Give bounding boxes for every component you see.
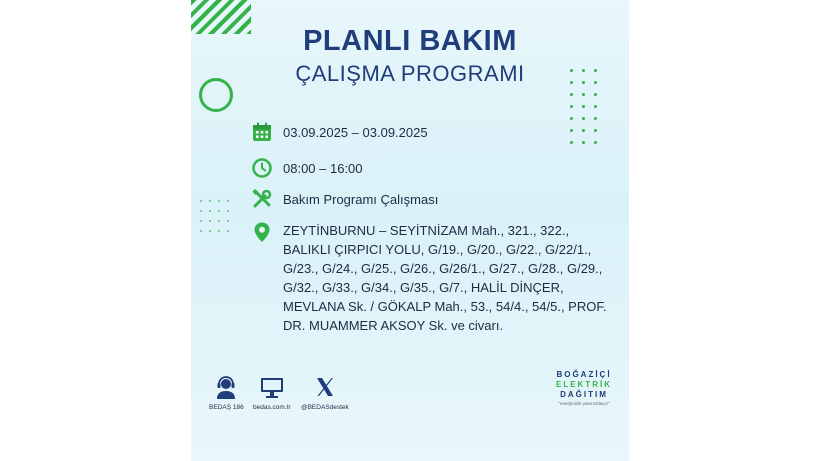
footer-x-label: @BEDASdestek <box>301 404 349 411</box>
footer-web[interactable] <box>253 374 291 411</box>
tools-icon <box>251 188 273 210</box>
x-logo-icon <box>312 374 338 400</box>
time-row <box>251 157 363 179</box>
calendar-icon <box>251 121 273 143</box>
logo-line-3: DAĞITIM <box>560 390 608 399</box>
time-range: 08:00 – 16:00 <box>283 161 363 176</box>
clock-icon <box>251 157 273 179</box>
location-address: ZEYTİNBURNU – SEYİTNİZAM Mah., 321., 322., BALIKLI ÇIRPICI YOLU, G/19., G/20., G/22., G/22/1., G/23., G/24., G/25., G/26., G/26/1., G/27., G/28., G/29., G/32., G/33., G/34., G/35., G/7., HALİL DİNÇER, MEVLANA Sk. / GÖKALP Mah., 53., 54/4., 54/5., PROF. DR. MUAMMER AKSOY Sk. ve civarı. <box>283 223 607 333</box>
monitor-icon <box>259 374 285 400</box>
date-row <box>251 121 428 143</box>
page-subtitle: ÇALIŞMA PROGRAMI <box>295 61 525 86</box>
maintenance-card <box>191 0 629 461</box>
work-description: Bakım Programı Çalışması <box>283 192 439 207</box>
logo-line-2: ELEKTRİK <box>556 380 612 389</box>
page-title: PLANLI BAKIM <box>303 25 517 57</box>
footer-phone[interactable] <box>209 374 244 411</box>
date-range: 03.09.2025 – 03.09.2025 <box>283 125 428 140</box>
logo-tagline: "enerjimizle yanınızdayız" <box>558 401 610 406</box>
footer-x[interactable] <box>301 374 349 411</box>
footer-web-label: bedas.com.tr <box>253 404 291 411</box>
support-agent-icon <box>213 374 239 400</box>
logo-line-1: BOĞAZİÇİ <box>556 370 612 379</box>
location-pin-icon <box>251 221 273 243</box>
footer-phone-label: BEDAŞ 186 <box>209 404 244 411</box>
work-row <box>251 188 438 210</box>
decorative-dots-left <box>200 200 230 232</box>
location-row <box>251 221 613 335</box>
bogazici-logo <box>553 370 615 407</box>
